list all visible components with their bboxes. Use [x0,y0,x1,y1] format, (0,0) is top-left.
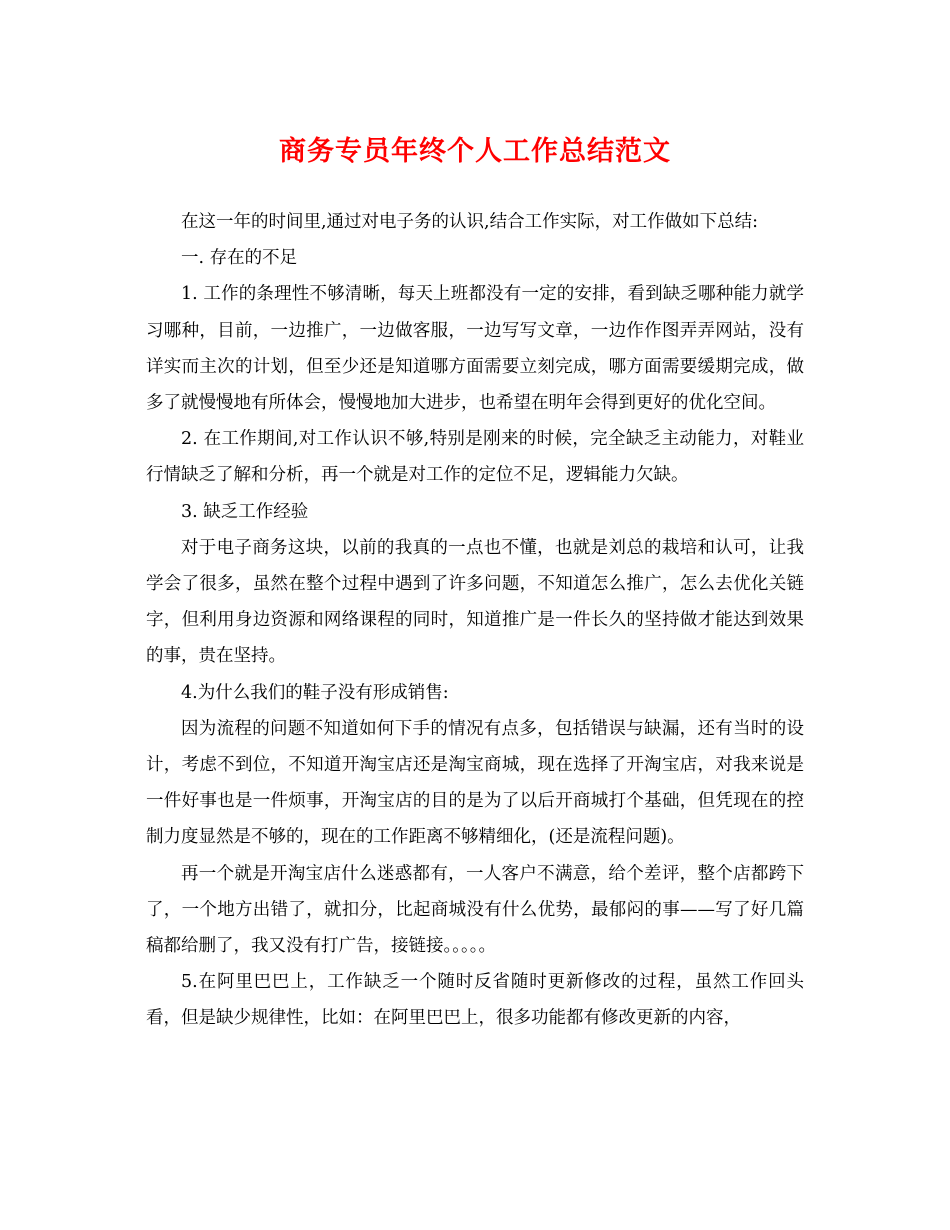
paragraph-item-2: 2. 在工作期间,对工作认识不够,特别是刚来的时候，完全缺乏主动能力，对鞋业行情缺乏了解和分析，再一个就是对工作的定位不足，逻辑能力欠缺。 [146,429,804,486]
paragraph-item-4-heading: 4.为什么我们的鞋子没有形成销售: [181,682,449,703]
paragraph-item-3-heading: 3. 缺乏工作经验 [181,501,309,522]
paragraph-process-issues: 因为流程的问题不知道如何下手的情况有点多，包括错误与缺漏，还有当时的设计，考虑不到位，不知道开淘宝店还是淘宝商城，现在选择了开淘宝店，对我来说是一件好事也是一件烦事，开淘宝店的目的是为了以后开商城打个基础，但凭现在的控制力度显然是不够的，现在的工作距离不够精细化，(还是流程问题)。 [146,718,804,848]
paragraph-taobao-confusion: 再一个就是开淘宝店什么迷惑都有，一人客户不满意，给个差评，整个店都跨下了，一个地方出错了，就扣分，比起商城没有什么优势，最郁闷的事——写了好几篇稿都给删了，我又没有打广告，接链接。。。。。 [146,863,804,957]
document-title: 商务专员年终个人工作总结范文 [279,136,671,167]
section-heading-shortcomings: 一. 存在的不足 [181,248,298,269]
document-body [146,204,804,1037]
paragraph-intro: 在这一年的时间里,通过对电子务的认识,结合工作实际，对工作做如下总结: [181,212,759,232]
paragraph-item-1: 1. 工作的条理性不够清晰，每天上班都没有一定的安排，看到缺乏哪种能力就学习哪种，目前，一边推广，一边做客服，一边写写文章，一边作作图弄弄网站，没有详实而主次的计划，但至少还是知道哪方面需要立刻完成，哪方面需要缓期完成，做多了就慢慢地有所体会，慢慢地加大进步，也希望在明年会得到更好的优化空间。 [146,284,804,414]
paragraph-ecommerce-experience: 对于电子商务这块，以前的我真的一点也不懂，也就是刘总的栽培和认可，让我学会了很多，虽然在整个过程中遇到了许多问题，不知道怎么推广，怎么去优化关链字，但利用身边资源和网络课程的同时，知道推广是一件长久的坚持做才能达到效果的事，贵在坚持。 [146,537,804,667]
paragraph-item-5: 5.在阿里巴巴上，工作缺乏一个随时反省随时更新修改的过程，虽然工作回头看，但是缺少规律性，比如：在阿里巴巴上，很多功能都有修改更新的内容， [146,972,804,1029]
